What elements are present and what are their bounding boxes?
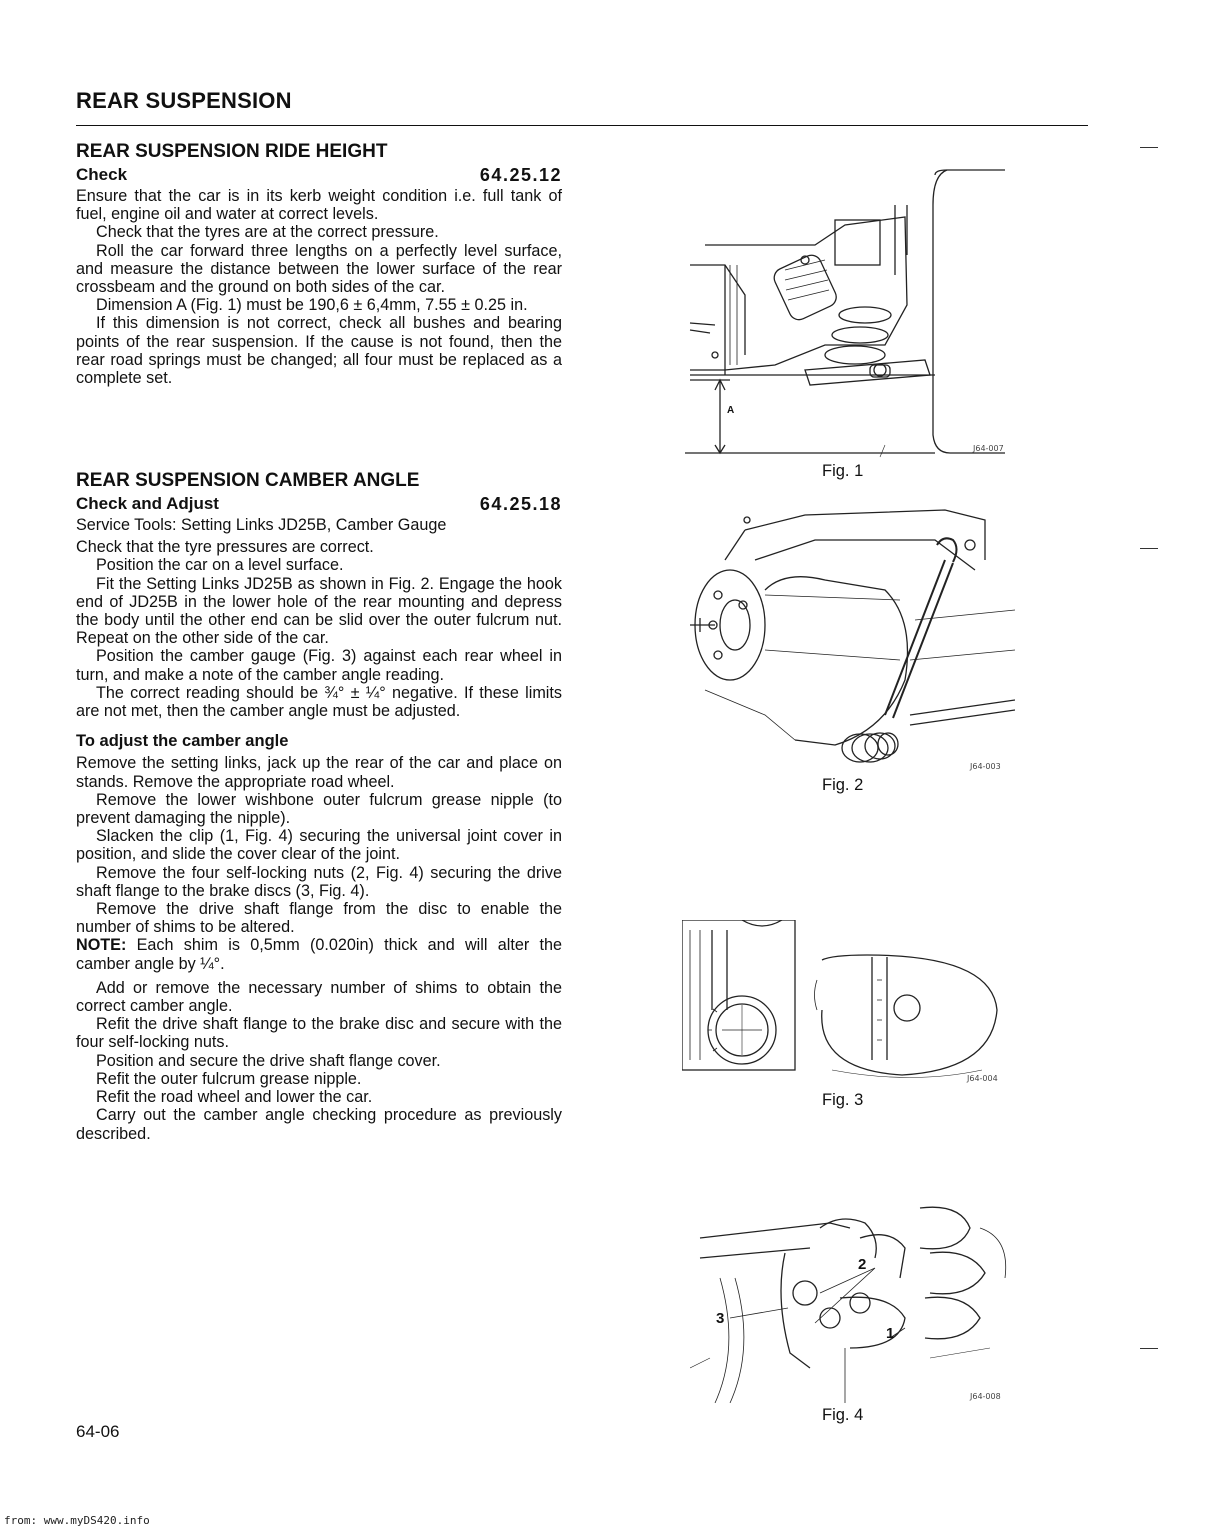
camber-para-3: Fit the Setting Links JD25B as shown in Fig. 2. Engage the hook end of JD25B in the lower hole of the rear mounting and depress the body until the other end can be slid over the outer fulcrum nut. Repeat on the other side of the car. bbox=[76, 574, 562, 648]
adjust-para-2: Remove the lower wishbone outer fulcrum grease nipple (to prevent damaging the nipple). bbox=[76, 790, 562, 828]
figure-4-ref: J64-008 bbox=[970, 1392, 1001, 1401]
margin-mark-3 bbox=[1140, 1348, 1158, 1349]
header-rule bbox=[76, 125, 1088, 126]
page-header: REAR SUSPENSION bbox=[76, 88, 292, 113]
figure-3-caption: Fig. 3 bbox=[822, 1091, 864, 1109]
figure-1-illustration bbox=[685, 165, 1015, 460]
figure-1-caption: Fig. 1 bbox=[822, 462, 864, 480]
callout-2: 2 bbox=[858, 1256, 867, 1273]
camber-para-5: The correct reading should be ¾° ± ¼° negative. If these limits are not met, then the camber angle must be adjusted. bbox=[76, 683, 562, 721]
ride-height-op-code: 64.25.12 bbox=[479, 165, 562, 185]
callout-1: 1 bbox=[886, 1325, 895, 1342]
ride-height-subtitle: Check bbox=[76, 165, 128, 184]
ride-height-subheading bbox=[76, 165, 562, 185]
adjust-para-7: Refit the drive shaft flange to the brake disc and secure with the four self-locking nuts. bbox=[76, 1015, 562, 1052]
note-text: Each shim is 0,5mm (0.020in) thick and will alter the camber angle by ¼°. bbox=[76, 936, 562, 973]
adjust-para-6: Add or remove the necessary number of shims to obtain the correct camber angle. bbox=[76, 978, 562, 1016]
margin-mark-2 bbox=[1140, 548, 1158, 549]
camber-subtitle: Check and Adjust bbox=[76, 494, 219, 513]
figure-4-illustration bbox=[690, 1198, 1020, 1403]
callout-3: 3 bbox=[716, 1310, 725, 1327]
ride-height-para-1: Ensure that the car is in its kerb weight condition i.e. full tank of fuel, engine oil and water at correct levels. bbox=[76, 187, 562, 224]
ride-height-title: REAR SUSPENSION RIDE HEIGHT bbox=[76, 141, 388, 162]
camber-service-tools: Service Tools: Setting Links JD25B, Camber Gauge bbox=[76, 516, 447, 534]
ride-height-para-4: Dimension A (Fig. 1) must be 190,6 ± 6,4mm, 7.55 ± 0.25 in. bbox=[96, 296, 528, 315]
camber-para-4: Position the camber gauge (Fig. 3) against each rear wheel in turn, and make a note of the camber angle reading. bbox=[76, 647, 562, 684]
adjust-para-9: Refit the outer fulcrum grease nipple. bbox=[96, 1069, 362, 1088]
camber-subheading bbox=[76, 494, 562, 514]
margin-mark-1 bbox=[1140, 147, 1158, 148]
page-number: 64-06 bbox=[76, 1422, 120, 1441]
dimension-a-label: A bbox=[727, 405, 735, 416]
adjust-para-4: Remove the four self-locking nuts (2, Fig. 4) securing the drive shaft flange to the brake discs (3, Fig. 4). bbox=[76, 863, 562, 900]
figure-2-ref: J64-003 bbox=[970, 762, 1001, 771]
adjust-title: To adjust the camber angle bbox=[76, 732, 289, 751]
camber-para-1: Check that the tyre pressures are correct. bbox=[76, 538, 374, 557]
figure-1-ref: J64-007 bbox=[973, 444, 1004, 453]
camber-para-2: Position the car on a level surface. bbox=[96, 556, 344, 575]
ride-height-para-3: Roll the car forward three lengths on a perfectly level surface, and measure the distance between the lower surface of the rear crossbeam and the ground on both sides of the car. bbox=[76, 241, 562, 297]
adjust-para-10: Refit the road wheel and lower the car. bbox=[96, 1088, 373, 1107]
figure-3-ref: J64-004 bbox=[967, 1074, 998, 1083]
adjust-para-5: Remove the drive shaft flange from the disc to enable the number of shims to be altered. bbox=[76, 900, 562, 937]
adjust-note bbox=[76, 936, 562, 972]
figure-2-caption: Fig. 2 bbox=[822, 776, 864, 794]
ride-height-section bbox=[76, 141, 562, 387]
ride-height-para-2: Check that the tyres are at the correct pressure. bbox=[96, 223, 439, 242]
adjust-para-1: Remove the setting links, jack up the rear of the car and place on stands. Remove the appropriate road wheel. bbox=[76, 754, 562, 791]
source-footer: from: www.myDS420.info bbox=[4, 1514, 150, 1527]
figure-4-caption: Fig. 4 bbox=[822, 1406, 864, 1424]
camber-section bbox=[76, 470, 562, 1143]
camber-title: REAR SUSPENSION CAMBER ANGLE bbox=[76, 470, 420, 491]
figure-2-illustration bbox=[685, 500, 1015, 770]
adjust-para-8: Position and secure the drive shaft flange cover. bbox=[96, 1051, 441, 1070]
camber-op-code: 64.25.18 bbox=[479, 494, 562, 514]
adjust-para-11: Carry out the camber angle checking procedure as previously described. bbox=[76, 1106, 562, 1143]
adjust-para-3: Slacken the clip (1, Fig. 4) securing the universal joint cover in position, and slide the cover clear of the joint. bbox=[76, 827, 562, 864]
figure-3-illustration bbox=[682, 920, 1012, 1085]
note-label: NOTE: bbox=[76, 936, 127, 955]
ride-height-para-5: If this dimension is not correct, check all bushes and bearing points of the rear suspension. If the cause is not found, then the rear road springs must be changed; all four must be replaced as a complete set. bbox=[76, 314, 562, 388]
